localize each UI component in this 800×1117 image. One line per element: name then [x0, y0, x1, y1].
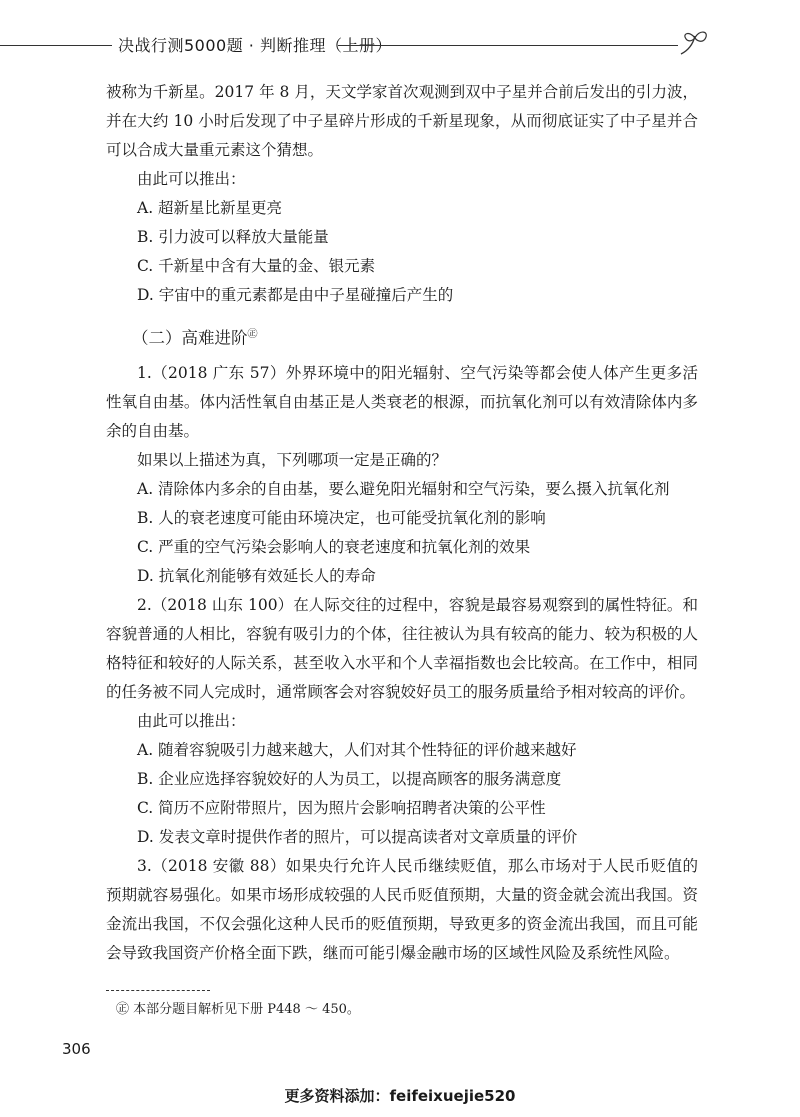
header-rule-left [0, 45, 112, 46]
sprout-icon [677, 28, 713, 60]
page-header [0, 28, 800, 68]
intro-option-a: A. 超新星比新星更亮 [137, 199, 283, 217]
q3-stem: 3.（2018 安徽 88）如果央行允许人民币继续贬值，那么市场对于人民币贬值的预期就容易强化。如果市场形成较强的人民币贬值预期，大量的资金就会流出我国。资金流出我国，不仅会强化这种人民币的贬值预期，导致更多的资金流出我国，而且可能会导致我国资产价格全面下跌，继而可能引爆金融市场的区域性风险及系统性风险。 [106, 856, 698, 962]
header-rule-right [338, 45, 678, 46]
q1-option-b: B. 人的衰老速度可能由环境决定，也可能受抗氧化剂的影响 [137, 508, 546, 527]
q1-option-a: A. 清除体内多余的自由基，要么避免阳光辐射和空气污染，要么摄入抗氧化剂 [137, 479, 670, 498]
header-title: 决战行测5000题 · 判断推理（上册） [118, 36, 392, 55]
q1-question: 如果以上描述为真，下列哪项一定是正确的？ [137, 450, 448, 469]
intro-option-d: D. 宇宙中的重元素都是由中子星碰撞后产生的 [137, 286, 454, 304]
footnote-rule [106, 990, 210, 991]
q2-option-a: A. 随着容貌吸引力越来越大，人们对其个性特征的评价越来越好 [137, 740, 577, 759]
intro-option-b: B. 引力波可以释放大量能量 [137, 228, 329, 246]
footnote: ㊣ 本部分题目解析见下册 P448 ～ 450。 [116, 1002, 360, 1017]
page-number: 306 [62, 1040, 91, 1058]
q2-question: 由此可以推出： [137, 711, 246, 730]
section-heading [132, 320, 698, 353]
section-mark: ㊣ [247, 329, 258, 340]
q2-option-d: D. 发表文章时提供作者的照片，可以提高读者对文章质量的评价 [137, 827, 578, 846]
q1-stem: 1.（2018 广东 57）外界环境中的阳光辐射、空气污染等都会使人体产生更多活性氧自由基。体内活性氧自由基正是人类衰老的根源，而抗氧化剂可以有效清除体内多余的自由基。 [106, 363, 698, 440]
q2-option-c: C. 简历不应附带照片，因为照片会影响招聘者决策的公平性 [137, 798, 546, 817]
intro-option-c: C. 千新星中含有大量的金、银元素 [137, 257, 376, 275]
q1-option-c: C. 严重的空气污染会影响人的衰老速度和抗氧化剂的效果 [137, 537, 531, 556]
section-title: （二）高难进阶 [132, 328, 248, 348]
intro-paragraph: 被称为千新星。2017 年 8 月，天文学家首次观测到双中子星并合前后发出的引力波，并在大约 10 小时后发现了中子星碎片形成的千新星现象，从而彻底证实了中子星并合可以合成大量重元素这个猜想。 [106, 83, 698, 159]
intro-question: 由此可以推出： [137, 170, 246, 188]
q2-stem: 2.（2018 山东 100）在人际交往的过程中，容貌是最容易观察到的属性特征。和容貌普通的人相比，容貌有吸引力的个体，往往被认为具有较高的能力、较为积极的人格特征和较好的人际关系，甚至收入水平和个人幸福指数也会比较高。在工作中，相同的任务被不同人完成时，通常顾客会对容貌姣好员工的服务质量给予相对较高的评价。 [106, 595, 698, 701]
q1-option-d: D. 抗氧化剂能够有效延长人的寿命 [137, 566, 376, 585]
q2-option-b: B. 企业应选择容貌姣好的人为员工，以提高顾客的服务满意度 [137, 769, 562, 788]
watermark-text: 更多资料添加：feifeixuejie520 [284, 1087, 516, 1105]
page-content [106, 78, 698, 968]
